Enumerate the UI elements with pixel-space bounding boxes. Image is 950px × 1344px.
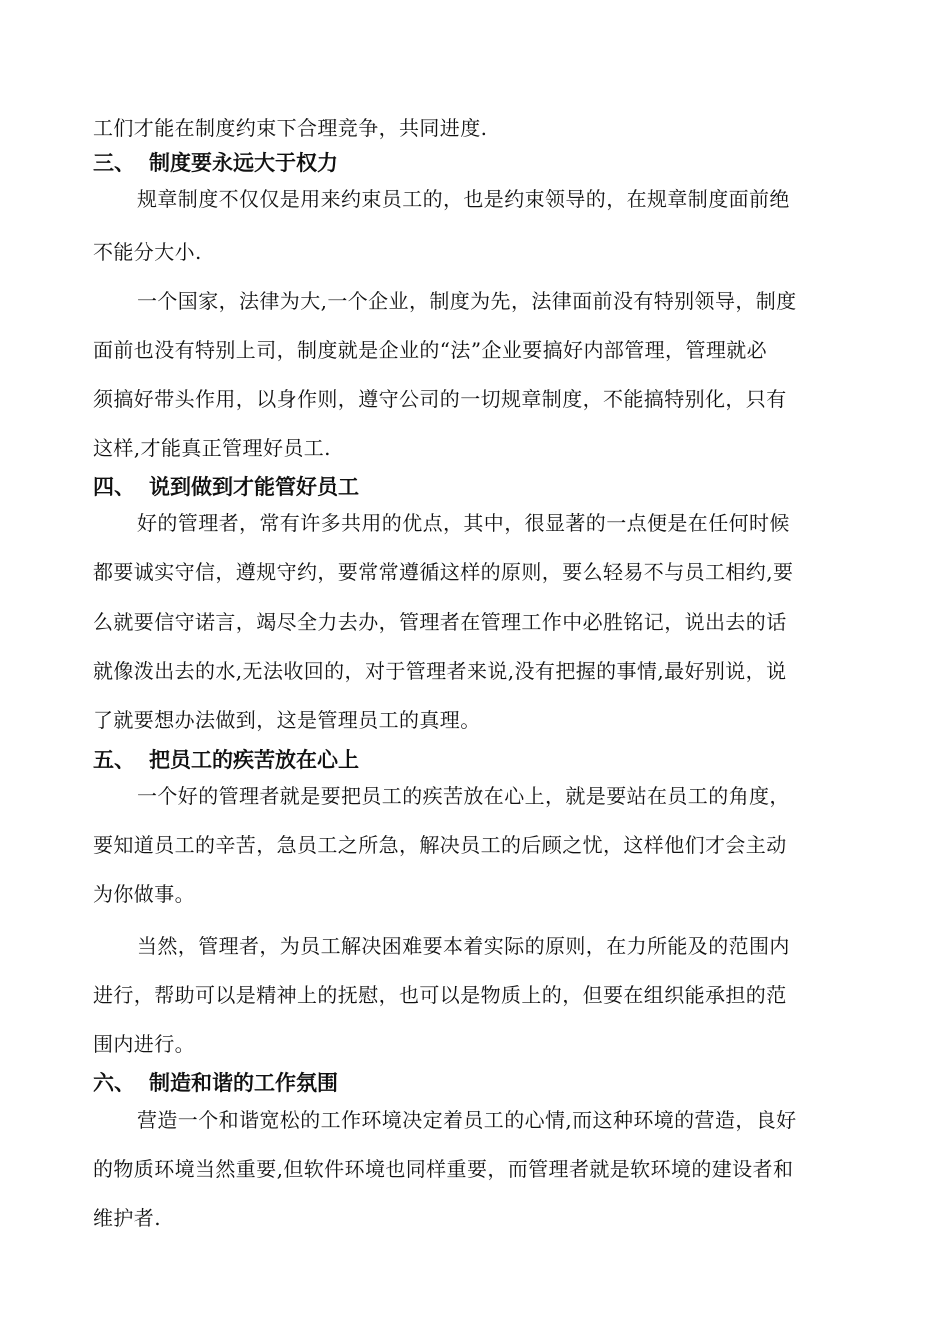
paragraph-line: 要知道员工的辛苦，急员工之所急，解决员工的后顾之忧，这样他们才会主动 bbox=[93, 833, 787, 857]
section-number: 五、 bbox=[93, 748, 135, 772]
paragraph-line: 好的管理者，常有许多共用的优点，其中，很显著的一点便是在任何时候 bbox=[137, 511, 790, 535]
section-number: 四、 bbox=[93, 475, 135, 499]
paragraph-line: 的物质环境当然重要,但软件环境也同样重要，而管理者就是软环境的建设者和 bbox=[93, 1157, 794, 1181]
section-title: 制造和谐的工作氛围 bbox=[149, 1071, 338, 1095]
paragraph-line: 面前也没有特别上司，制度就是企业的“法”企业要搞好内部管理，管理就必 bbox=[93, 338, 768, 362]
paragraph-line: 就像泼出去的水,无法收回的，对于管理者来说,没有把握的事情,最好别说，说 bbox=[93, 659, 787, 683]
paragraph-line: 进行，帮助可以是精神上的抚慰，也可以是物质上的，但要在组织能承担的范 bbox=[93, 983, 787, 1007]
paragraph-line: 须搞好带头作用，以身作则，遵守公司的一切规章制度，不能搞特别化，只有 bbox=[93, 387, 787, 411]
section-number: 六、 bbox=[93, 1071, 135, 1095]
paragraph-line: 不能分大小. bbox=[93, 240, 202, 264]
paragraph-line: 营造一个和谐宽松的工作环境决定着员工的心情,而这种环境的营造，良好 bbox=[137, 1108, 797, 1132]
section-heading-6 bbox=[93, 1070, 338, 1096]
paragraph-line: 一个国家，法律为大,一个企业，制度为先，法律面前没有特别领导，制度 bbox=[137, 289, 797, 313]
paragraph-line: 为你做事。 bbox=[93, 882, 195, 906]
paragraph-line: 一个好的管理者就是要把员工的疾苦放在心上，就是要站在员工的角度， bbox=[137, 784, 790, 808]
paragraph-line: 工们才能在制度约束下合理竞争，共同进度. bbox=[93, 116, 488, 140]
section-title: 说到做到才能管好员工 bbox=[149, 475, 359, 499]
paragraph-line: 么就要信守诺言，竭尽全力去办，管理者在管理工作中必胜铭记，说出去的话 bbox=[93, 610, 787, 634]
paragraph-line: 围内进行。 bbox=[93, 1032, 195, 1056]
section-title: 把员工的疾苦放在心上 bbox=[149, 748, 359, 772]
paragraph-line: 当然，管理者，为员工解决困难要本着实际的原则，在力所能及的范围内 bbox=[137, 934, 790, 958]
paragraph-line: 这样,才能真正管理好员工. bbox=[93, 436, 331, 460]
paragraph-line: 维护者. bbox=[93, 1206, 161, 1230]
paragraph-line: 了就要想办法做到，这是管理员工的真理。 bbox=[93, 708, 481, 732]
section-heading-3 bbox=[93, 150, 338, 176]
section-number: 三、 bbox=[93, 151, 135, 175]
section-title: 制度要永远大于权力 bbox=[149, 151, 338, 175]
paragraph-line: 都要诚实守信，遵规守约，要常常遵循这样的原则，要么轻易不与员工相约,要 bbox=[93, 560, 794, 584]
section-heading-4 bbox=[93, 474, 359, 500]
paragraph-line: 规章制度不仅仅是用来约束员工的，也是约束领导的，在规章制度面前绝 bbox=[137, 187, 790, 211]
section-heading-5 bbox=[93, 747, 359, 773]
